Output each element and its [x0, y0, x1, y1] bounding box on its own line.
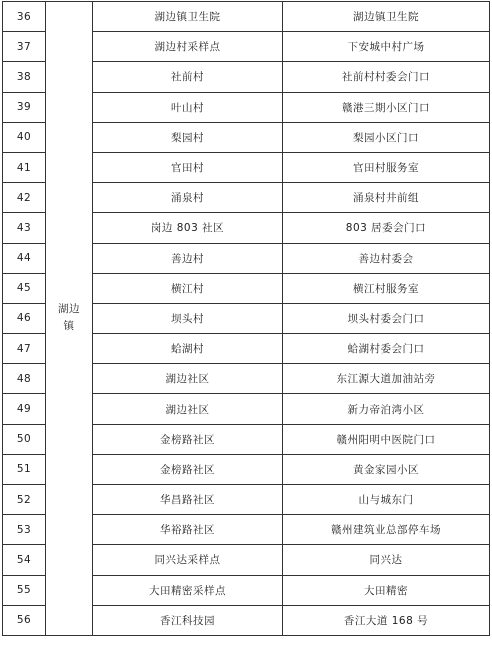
site-address: 赣港三期小区门口	[283, 92, 490, 122]
site-name: 横江村	[93, 273, 283, 303]
row-number: 54	[3, 545, 46, 575]
site-name: 金榜路社区	[93, 454, 283, 484]
site-address: 官田村服务室	[283, 152, 490, 182]
row-number: 55	[3, 575, 46, 605]
town-label: 镇	[63, 320, 75, 333]
row-number: 51	[3, 454, 46, 484]
town-cell	[46, 2, 93, 636]
row-number: 36	[3, 2, 46, 32]
row-number: 50	[3, 424, 46, 454]
site-name: 华裕路社区	[93, 515, 283, 545]
row-number: 56	[3, 605, 46, 635]
site-name: 大田精密采样点	[93, 575, 283, 605]
site-address: 黄金家园小区	[283, 454, 490, 484]
site-name: 叶山村	[93, 92, 283, 122]
site-name: 梨园村	[93, 122, 283, 152]
testing-sites-table	[2, 1, 490, 636]
site-address: 涌泉村井前组	[283, 183, 490, 213]
site-name: 社前村	[93, 62, 283, 92]
site-address: 社前村村委会门口	[283, 62, 490, 92]
site-name: 坝头村	[93, 303, 283, 333]
row-number: 49	[3, 394, 46, 424]
site-address: 赣州建筑业总部停车场	[283, 515, 490, 545]
row-number: 45	[3, 273, 46, 303]
site-address: 横江村服务室	[283, 273, 490, 303]
table-body	[3, 2, 490, 636]
site-address: 赣州阳明中医院门口	[283, 424, 490, 454]
row-number: 37	[3, 32, 46, 62]
site-name: 金榜路社区	[93, 424, 283, 454]
site-address: 同兴达	[283, 545, 490, 575]
site-name: 岗边 803 社区	[93, 213, 283, 243]
site-name: 湖边村采样点	[93, 32, 283, 62]
site-address: 大田精密	[283, 575, 490, 605]
town-label: 湖边	[58, 303, 80, 316]
site-address: 香江大道 168 号	[283, 605, 490, 635]
site-name: 蛤湖村	[93, 334, 283, 364]
site-name: 涌泉村	[93, 183, 283, 213]
site-address: 山与城东门	[283, 485, 490, 515]
site-name: 湖边社区	[93, 394, 283, 424]
row-number: 46	[3, 303, 46, 333]
site-name: 同兴达采样点	[93, 545, 283, 575]
row-number: 39	[3, 92, 46, 122]
site-address: 坝头村委会门口	[283, 303, 490, 333]
table-row	[3, 2, 490, 32]
row-number: 41	[3, 152, 46, 182]
site-address: 新力帝泊湾小区	[283, 394, 490, 424]
row-number: 40	[3, 122, 46, 152]
site-address: 善边村委会	[283, 243, 490, 273]
site-address: 蛤湖村委会门口	[283, 334, 490, 364]
row-number: 43	[3, 213, 46, 243]
row-number: 53	[3, 515, 46, 545]
row-number: 47	[3, 334, 46, 364]
site-name: 湖边镇卫生院	[93, 2, 283, 32]
row-number: 52	[3, 485, 46, 515]
row-number: 44	[3, 243, 46, 273]
site-address: 803 居委会门口	[283, 213, 490, 243]
site-address: 湖边镇卫生院	[283, 2, 490, 32]
site-address: 梨园小区门口	[283, 122, 490, 152]
site-name: 香江科技园	[93, 605, 283, 635]
site-address: 下安城中村广场	[283, 32, 490, 62]
row-number: 48	[3, 364, 46, 394]
site-address: 东江源大道加油站旁	[283, 364, 490, 394]
site-name: 湖边社区	[93, 364, 283, 394]
row-number: 42	[3, 183, 46, 213]
site-name: 华昌路社区	[93, 485, 283, 515]
row-number: 38	[3, 62, 46, 92]
site-name: 善边村	[93, 243, 283, 273]
site-name: 官田村	[93, 152, 283, 182]
